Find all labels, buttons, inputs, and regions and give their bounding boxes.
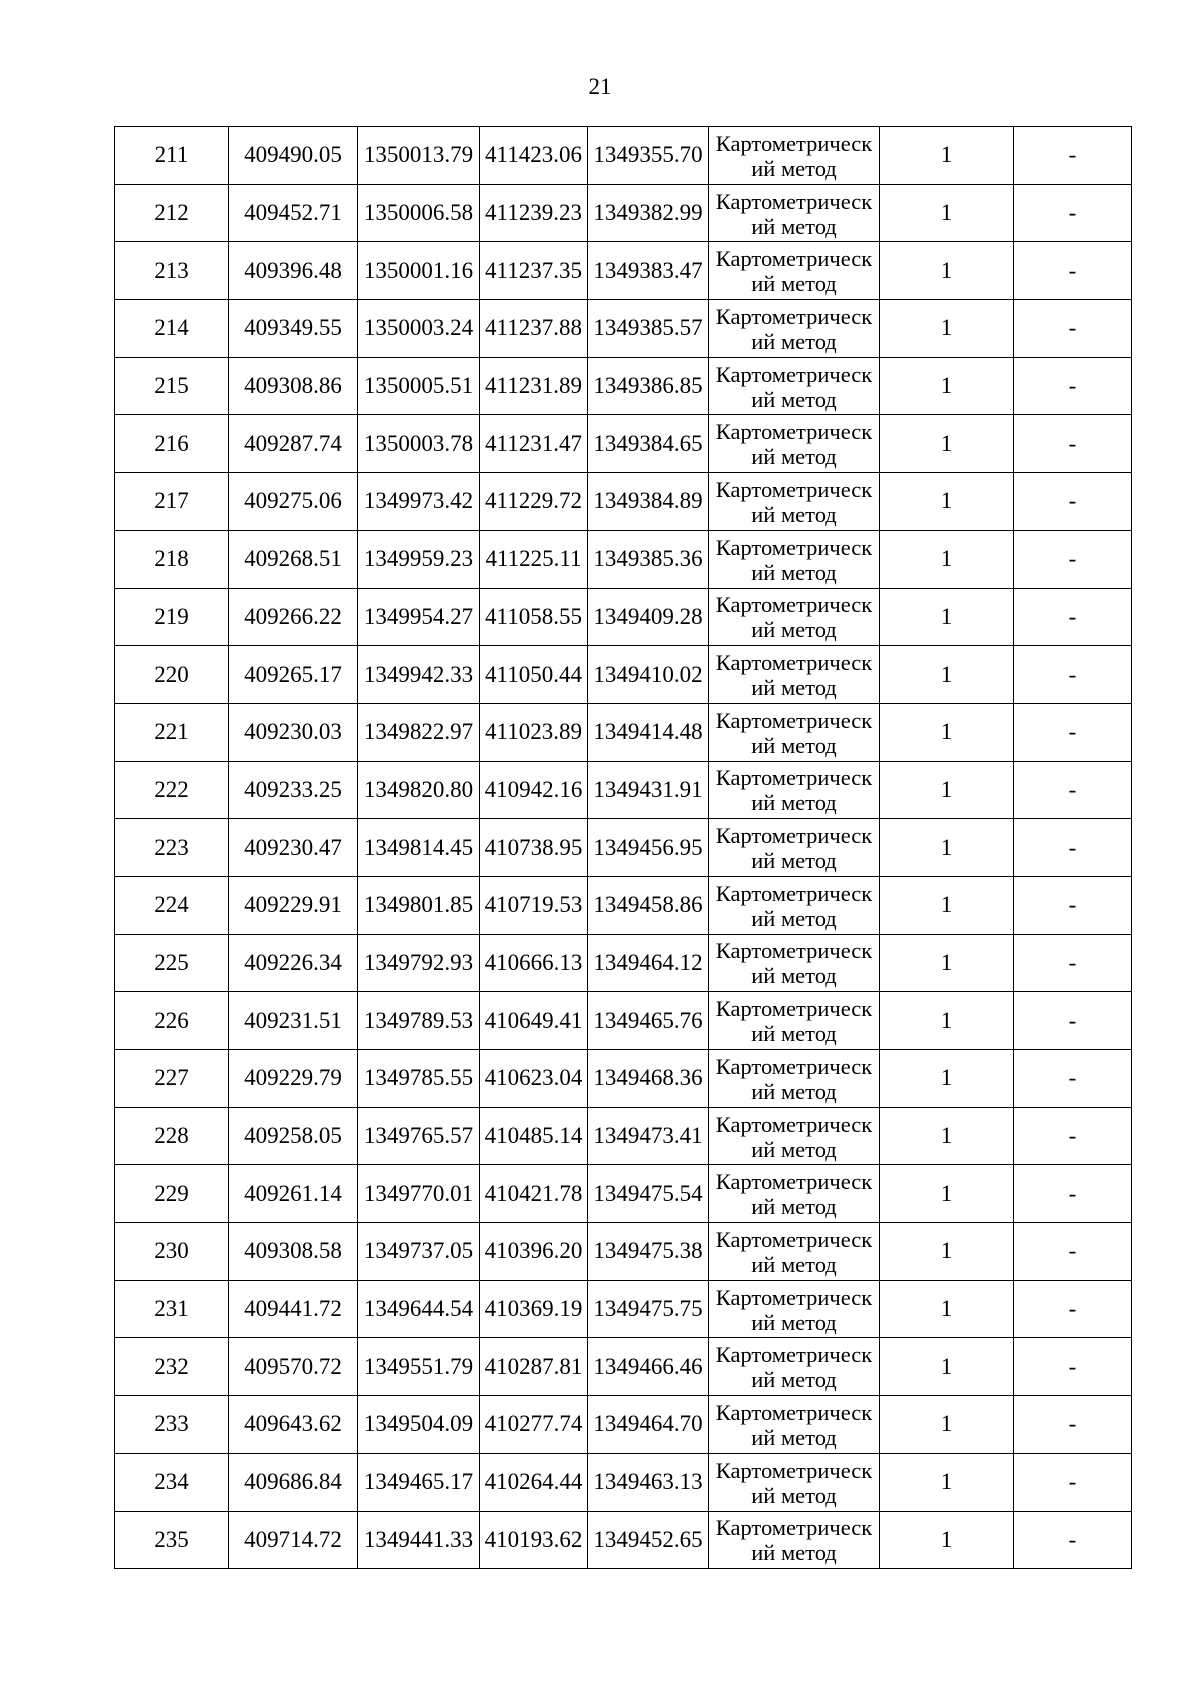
method-text-line-2: ий метод — [751, 444, 837, 470]
x1-coordinate-cell: 409441.72 — [229, 1280, 358, 1338]
method-cell — [709, 1280, 880, 1338]
table-row — [115, 876, 1132, 934]
method-cell — [709, 1338, 880, 1396]
method-text-line-2: ий метод — [751, 1309, 837, 1335]
method-cell — [709, 473, 880, 531]
table-row — [115, 1453, 1132, 1511]
y2-coordinate-cell: 1349456.95 — [588, 819, 709, 877]
note-cell: - — [1014, 1050, 1132, 1108]
method-text-line-1: Картометрическ — [715, 130, 873, 156]
x1-coordinate-cell: 409226.34 — [229, 934, 358, 992]
method-cell — [709, 934, 880, 992]
y1-coordinate-cell: 1349765.57 — [358, 1107, 480, 1165]
table-row — [115, 127, 1132, 185]
method-cell — [709, 876, 880, 934]
y1-coordinate-cell: 1349785.55 — [358, 1050, 480, 1108]
method-text-line-2: ий метод — [751, 213, 837, 239]
method-cell — [709, 300, 880, 358]
point-number-cell: 212 — [115, 184, 229, 242]
method-text-line-1: Картометрическ — [715, 592, 873, 618]
x1-coordinate-cell: 409230.47 — [229, 819, 358, 877]
note-cell: - — [1014, 1280, 1132, 1338]
method-cell — [709, 819, 880, 877]
x2-coordinate-cell: 411229.72 — [480, 473, 588, 531]
method-text-line-2: ий метод — [751, 1482, 837, 1508]
method-text-line-1: Картометрическ — [715, 188, 873, 214]
table-row — [115, 992, 1132, 1050]
x1-coordinate-cell: 409349.55 — [229, 300, 358, 358]
table-row — [115, 415, 1132, 473]
method-cell — [709, 1453, 880, 1511]
note-cell: - — [1014, 1107, 1132, 1165]
x2-coordinate-cell: 410421.78 — [480, 1165, 588, 1223]
accuracy-cell: 1 — [880, 357, 1014, 415]
method-cell — [709, 1107, 880, 1165]
accuracy-cell: 1 — [880, 300, 1014, 358]
method-text-line-2: ий метод — [751, 732, 837, 758]
x2-coordinate-cell: 410719.53 — [480, 876, 588, 934]
method-text-line-1: Картометрическ — [715, 938, 873, 964]
table-row — [115, 1280, 1132, 1338]
method-cell — [709, 127, 880, 185]
y2-coordinate-cell: 1349463.13 — [588, 1453, 709, 1511]
x2-coordinate-cell: 410485.14 — [480, 1107, 588, 1165]
note-cell: - — [1014, 242, 1132, 300]
y2-coordinate-cell: 1349385.36 — [588, 530, 709, 588]
method-text-line-1: Картометрическ — [715, 1053, 873, 1079]
method-cell — [709, 992, 880, 1050]
point-number-cell: 234 — [115, 1453, 229, 1511]
x1-coordinate-cell: 409229.79 — [229, 1050, 358, 1108]
accuracy-cell: 1 — [880, 876, 1014, 934]
table-row — [115, 588, 1132, 646]
y2-coordinate-cell: 1349386.85 — [588, 357, 709, 415]
y1-coordinate-cell: 1349770.01 — [358, 1165, 480, 1223]
y1-coordinate-cell: 1350003.24 — [358, 300, 480, 358]
x2-coordinate-cell: 410942.16 — [480, 761, 588, 819]
x1-coordinate-cell: 409268.51 — [229, 530, 358, 588]
x2-coordinate-cell: 410193.62 — [480, 1511, 588, 1569]
note-cell: - — [1014, 934, 1132, 992]
y1-coordinate-cell: 1349737.05 — [358, 1223, 480, 1281]
note-cell: - — [1014, 1338, 1132, 1396]
point-number-cell: 232 — [115, 1338, 229, 1396]
method-text-line-1: Картометрическ — [715, 476, 873, 502]
accuracy-cell: 1 — [880, 1223, 1014, 1281]
y2-coordinate-cell: 1349414.48 — [588, 703, 709, 761]
table-row — [115, 242, 1132, 300]
method-text-line-2: ий метод — [751, 963, 837, 989]
x1-coordinate-cell: 409643.62 — [229, 1396, 358, 1454]
coordinates-table — [114, 126, 1132, 1569]
table-row — [115, 1050, 1132, 1108]
point-number-cell: 215 — [115, 357, 229, 415]
accuracy-cell: 1 — [880, 1338, 1014, 1396]
note-cell: - — [1014, 1511, 1132, 1569]
x2-coordinate-cell: 411423.06 — [480, 127, 588, 185]
method-text-line-1: Картометрическ — [715, 1342, 873, 1368]
method-text-line-1: Картометрическ — [715, 361, 873, 387]
x2-coordinate-cell: 411237.88 — [480, 300, 588, 358]
y1-coordinate-cell: 1349792.93 — [358, 934, 480, 992]
x2-coordinate-cell: 411237.35 — [480, 242, 588, 300]
method-cell — [709, 242, 880, 300]
y2-coordinate-cell: 1349458.86 — [588, 876, 709, 934]
note-cell: - — [1014, 588, 1132, 646]
method-text-line-2: ий метод — [751, 271, 837, 297]
accuracy-cell: 1 — [880, 184, 1014, 242]
table-row — [115, 1511, 1132, 1569]
y2-coordinate-cell: 1349431.91 — [588, 761, 709, 819]
method-text-line-2: ий метод — [751, 1251, 837, 1277]
point-number-cell: 226 — [115, 992, 229, 1050]
method-text-line-2: ий метод — [751, 848, 837, 874]
method-cell — [709, 530, 880, 588]
x2-coordinate-cell: 410666.13 — [480, 934, 588, 992]
point-number-cell: 217 — [115, 473, 229, 531]
method-text-line-1: Картометрическ — [715, 765, 873, 791]
point-number-cell: 231 — [115, 1280, 229, 1338]
table-row — [115, 934, 1132, 992]
table-row — [115, 761, 1132, 819]
accuracy-cell: 1 — [880, 1050, 1014, 1108]
point-number-cell: 235 — [115, 1511, 229, 1569]
x1-coordinate-cell: 409490.05 — [229, 127, 358, 185]
point-number-cell: 227 — [115, 1050, 229, 1108]
point-number-cell: 229 — [115, 1165, 229, 1223]
y2-coordinate-cell: 1349382.99 — [588, 184, 709, 242]
y2-coordinate-cell: 1349475.54 — [588, 1165, 709, 1223]
point-number-cell: 233 — [115, 1396, 229, 1454]
point-number-cell: 230 — [115, 1223, 229, 1281]
accuracy-cell: 1 — [880, 1165, 1014, 1223]
x2-coordinate-cell: 411231.47 — [480, 415, 588, 473]
y1-coordinate-cell: 1349789.53 — [358, 992, 480, 1050]
method-text-line-1: Картометрическ — [715, 1284, 873, 1310]
accuracy-cell: 1 — [880, 1396, 1014, 1454]
method-text-line-1: Картометрическ — [715, 1515, 873, 1541]
x2-coordinate-cell: 411225.11 — [480, 530, 588, 588]
y2-coordinate-cell: 1349355.70 — [588, 127, 709, 185]
x2-coordinate-cell: 410649.41 — [480, 992, 588, 1050]
y1-coordinate-cell: 1349441.33 — [358, 1511, 480, 1569]
point-number-cell: 221 — [115, 703, 229, 761]
x1-coordinate-cell: 409452.71 — [229, 184, 358, 242]
method-text-line-1: Картометрическ — [715, 707, 873, 733]
method-text-line-1: Картометрическ — [715, 534, 873, 560]
y1-coordinate-cell: 1350003.78 — [358, 415, 480, 473]
method-text-line-1: Картометрическ — [715, 880, 873, 906]
point-number-cell: 211 — [115, 127, 229, 185]
x2-coordinate-cell: 410369.19 — [480, 1280, 588, 1338]
y1-coordinate-cell: 1349942.33 — [358, 646, 480, 704]
point-number-cell: 224 — [115, 876, 229, 934]
method-text-line-1: Картометрическ — [715, 650, 873, 676]
note-cell: - — [1014, 819, 1132, 877]
y2-coordinate-cell: 1349384.65 — [588, 415, 709, 473]
x2-coordinate-cell: 410264.44 — [480, 1453, 588, 1511]
note-cell: - — [1014, 646, 1132, 704]
x1-coordinate-cell: 409714.72 — [229, 1511, 358, 1569]
x1-coordinate-cell: 409308.86 — [229, 357, 358, 415]
x1-coordinate-cell: 409287.74 — [229, 415, 358, 473]
y1-coordinate-cell: 1350005.51 — [358, 357, 480, 415]
x2-coordinate-cell: 411023.89 — [480, 703, 588, 761]
method-text-line-2: ий метод — [751, 1540, 837, 1566]
x1-coordinate-cell: 409265.17 — [229, 646, 358, 704]
x2-coordinate-cell: 411231.89 — [480, 357, 588, 415]
method-text-line-2: ий метод — [751, 1367, 837, 1393]
y1-coordinate-cell: 1349959.23 — [358, 530, 480, 588]
table-row — [115, 184, 1132, 242]
x2-coordinate-cell: 411239.23 — [480, 184, 588, 242]
point-number-cell: 220 — [115, 646, 229, 704]
x2-coordinate-cell: 410738.95 — [480, 819, 588, 877]
method-text-line-2: ий метод — [751, 1194, 837, 1220]
note-cell: - — [1014, 530, 1132, 588]
y1-coordinate-cell: 1350001.16 — [358, 242, 480, 300]
y2-coordinate-cell: 1349465.76 — [588, 992, 709, 1050]
y2-coordinate-cell: 1349410.02 — [588, 646, 709, 704]
method-text-line-1: Картометрическ — [715, 996, 873, 1022]
method-cell — [709, 184, 880, 242]
method-cell — [709, 357, 880, 415]
y1-coordinate-cell: 1349820.80 — [358, 761, 480, 819]
x2-coordinate-cell: 410287.81 — [480, 1338, 588, 1396]
accuracy-cell: 1 — [880, 1280, 1014, 1338]
accuracy-cell: 1 — [880, 761, 1014, 819]
point-number-cell: 219 — [115, 588, 229, 646]
x1-coordinate-cell: 409231.51 — [229, 992, 358, 1050]
method-cell — [709, 703, 880, 761]
accuracy-cell: 1 — [880, 530, 1014, 588]
x2-coordinate-cell: 410277.74 — [480, 1396, 588, 1454]
method-text-line-2: ий метод — [751, 790, 837, 816]
accuracy-cell: 1 — [880, 934, 1014, 992]
accuracy-cell: 1 — [880, 473, 1014, 531]
method-text-line-2: ий метод — [751, 155, 837, 181]
method-cell — [709, 415, 880, 473]
method-text-line-2: ий метод — [751, 501, 837, 527]
x1-coordinate-cell: 409396.48 — [229, 242, 358, 300]
y2-coordinate-cell: 1349464.12 — [588, 934, 709, 992]
method-text-line-2: ий метод — [751, 559, 837, 585]
method-text-line-1: Картометрическ — [715, 303, 873, 329]
note-cell: - — [1014, 473, 1132, 531]
y1-coordinate-cell: 1349644.54 — [358, 1280, 480, 1338]
y2-coordinate-cell: 1349468.36 — [588, 1050, 709, 1108]
x1-coordinate-cell: 409570.72 — [229, 1338, 358, 1396]
method-text-line-1: Картометрическ — [715, 419, 873, 445]
table-row — [115, 646, 1132, 704]
accuracy-cell: 1 — [880, 415, 1014, 473]
note-cell: - — [1014, 992, 1132, 1050]
y2-coordinate-cell: 1349385.57 — [588, 300, 709, 358]
method-text-line-1: Картометрическ — [715, 1399, 873, 1425]
y2-coordinate-cell: 1349466.46 — [588, 1338, 709, 1396]
accuracy-cell: 1 — [880, 127, 1014, 185]
method-text-line-1: Картометрическ — [715, 1226, 873, 1252]
accuracy-cell: 1 — [880, 992, 1014, 1050]
y1-coordinate-cell: 1349551.79 — [358, 1338, 480, 1396]
method-text-line-1: Картометрическ — [715, 1169, 873, 1195]
y2-coordinate-cell: 1349409.28 — [588, 588, 709, 646]
x1-coordinate-cell: 409266.22 — [229, 588, 358, 646]
method-text-line-2: ий метод — [751, 905, 837, 931]
table-row — [115, 1107, 1132, 1165]
table-row — [115, 300, 1132, 358]
point-number-cell: 216 — [115, 415, 229, 473]
y1-coordinate-cell: 1349801.85 — [358, 876, 480, 934]
y2-coordinate-cell: 1349452.65 — [588, 1511, 709, 1569]
note-cell: - — [1014, 184, 1132, 242]
x2-coordinate-cell: 410396.20 — [480, 1223, 588, 1281]
x1-coordinate-cell: 409229.91 — [229, 876, 358, 934]
method-cell — [709, 1396, 880, 1454]
point-number-cell: 218 — [115, 530, 229, 588]
accuracy-cell: 1 — [880, 646, 1014, 704]
table-body — [115, 127, 1132, 1569]
method-cell — [709, 1223, 880, 1281]
method-text-line-1: Картометрическ — [715, 1457, 873, 1483]
x1-coordinate-cell: 409275.06 — [229, 473, 358, 531]
table-row — [115, 1338, 1132, 1396]
accuracy-cell: 1 — [880, 242, 1014, 300]
method-cell — [709, 646, 880, 704]
x1-coordinate-cell: 409686.84 — [229, 1453, 358, 1511]
method-text-line-2: ий метод — [751, 675, 837, 701]
note-cell: - — [1014, 1165, 1132, 1223]
note-cell: - — [1014, 415, 1132, 473]
x1-coordinate-cell: 409233.25 — [229, 761, 358, 819]
note-cell: - — [1014, 1396, 1132, 1454]
point-number-cell: 213 — [115, 242, 229, 300]
method-cell — [709, 761, 880, 819]
x1-coordinate-cell: 409308.58 — [229, 1223, 358, 1281]
y2-coordinate-cell: 1349384.89 — [588, 473, 709, 531]
y1-coordinate-cell: 1349822.97 — [358, 703, 480, 761]
method-cell — [709, 1511, 880, 1569]
accuracy-cell: 1 — [880, 703, 1014, 761]
point-number-cell: 222 — [115, 761, 229, 819]
table-row — [115, 357, 1132, 415]
table-row — [115, 530, 1132, 588]
y1-coordinate-cell: 1349954.27 — [358, 588, 480, 646]
x1-coordinate-cell: 409230.03 — [229, 703, 358, 761]
method-text-line-2: ий метод — [751, 1136, 837, 1162]
method-cell — [709, 588, 880, 646]
y2-coordinate-cell: 1349383.47 — [588, 242, 709, 300]
accuracy-cell: 1 — [880, 819, 1014, 877]
accuracy-cell: 1 — [880, 588, 1014, 646]
point-number-cell: 228 — [115, 1107, 229, 1165]
method-cell — [709, 1165, 880, 1223]
y1-coordinate-cell: 1350013.79 — [358, 127, 480, 185]
accuracy-cell: 1 — [880, 1453, 1014, 1511]
y2-coordinate-cell: 1349475.38 — [588, 1223, 709, 1281]
x2-coordinate-cell: 411050.44 — [480, 646, 588, 704]
y2-coordinate-cell: 1349464.70 — [588, 1396, 709, 1454]
note-cell: - — [1014, 300, 1132, 358]
note-cell: - — [1014, 703, 1132, 761]
x1-coordinate-cell: 409261.14 — [229, 1165, 358, 1223]
method-text-line-2: ий метод — [751, 386, 837, 412]
y2-coordinate-cell: 1349475.75 — [588, 1280, 709, 1338]
table-row — [115, 1396, 1132, 1454]
table-row — [115, 703, 1132, 761]
method-text-line-2: ий метод — [751, 617, 837, 643]
table-row — [115, 473, 1132, 531]
x2-coordinate-cell: 411058.55 — [480, 588, 588, 646]
point-number-cell: 214 — [115, 300, 229, 358]
note-cell: - — [1014, 761, 1132, 819]
y1-coordinate-cell: 1349465.17 — [358, 1453, 480, 1511]
page-number: 21 — [588, 74, 612, 99]
method-text-line-1: Картометрическ — [715, 246, 873, 272]
method-cell — [709, 1050, 880, 1108]
table-row — [115, 1223, 1132, 1281]
method-text-line-2: ий метод — [751, 1021, 837, 1047]
note-cell: - — [1014, 1223, 1132, 1281]
y1-coordinate-cell: 1349814.45 — [358, 819, 480, 877]
x1-coordinate-cell: 409258.05 — [229, 1107, 358, 1165]
table-row — [115, 1165, 1132, 1223]
method-text-line-1: Картометрическ — [715, 823, 873, 849]
point-number-cell: 225 — [115, 934, 229, 992]
y2-coordinate-cell: 1349473.41 — [588, 1107, 709, 1165]
x2-coordinate-cell: 410623.04 — [480, 1050, 588, 1108]
note-cell: - — [1014, 1453, 1132, 1511]
table-row — [115, 819, 1132, 877]
note-cell: - — [1014, 127, 1132, 185]
accuracy-cell: 1 — [880, 1511, 1014, 1569]
point-number-cell: 223 — [115, 819, 229, 877]
method-text-line-1: Картометрическ — [715, 1111, 873, 1137]
y1-coordinate-cell: 1350006.58 — [358, 184, 480, 242]
method-text-line-2: ий метод — [751, 328, 837, 354]
y1-coordinate-cell: 1349504.09 — [358, 1396, 480, 1454]
method-text-line-2: ий метод — [751, 1424, 837, 1450]
note-cell: - — [1014, 357, 1132, 415]
note-cell: - — [1014, 876, 1132, 934]
y1-coordinate-cell: 1349973.42 — [358, 473, 480, 531]
accuracy-cell: 1 — [880, 1107, 1014, 1165]
method-text-line-2: ий метод — [751, 1078, 837, 1104]
